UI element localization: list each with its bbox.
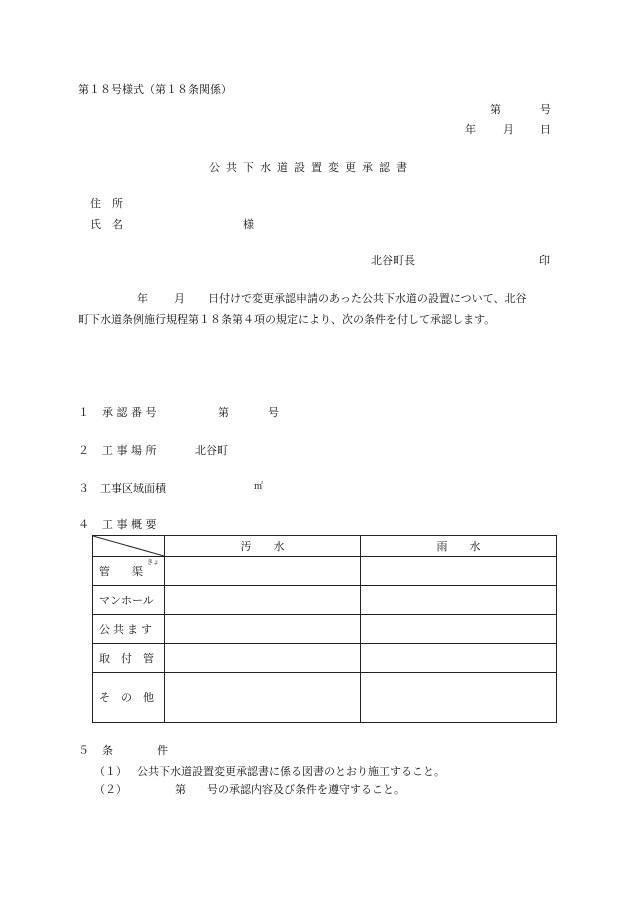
- number-prefix: 第: [490, 103, 501, 116]
- row-label-connection-pipe: 取 付 管: [93, 644, 165, 673]
- row-label-other: そ の 他: [93, 673, 165, 723]
- cell-rain[interactable]: [361, 586, 557, 615]
- date-month: 月: [503, 123, 514, 136]
- table-header-row: [93, 536, 557, 557]
- item2-value: 北谷町: [195, 444, 228, 457]
- item2-label: 工 事 場 所: [102, 444, 157, 457]
- body-month: 月: [174, 292, 185, 305]
- conditions-number: ５: [78, 744, 89, 757]
- item1-label: 承 認 番 号: [102, 406, 157, 419]
- date-year: 年: [465, 123, 476, 136]
- item4-number: ４: [78, 518, 89, 531]
- work-outline-table: [92, 535, 557, 723]
- condition2-prefix: 第: [175, 783, 186, 796]
- condition1-text: 公共下水道設置変更承認書に係る図書のとおり施工すること。: [137, 765, 445, 778]
- issuer-title: 北谷町長: [371, 254, 415, 267]
- number-suffix: 号: [540, 103, 551, 116]
- column-header-sewage: 汚 水: [165, 536, 361, 557]
- body-year: 年: [137, 292, 148, 305]
- address-label: 住 所: [90, 197, 123, 210]
- table-row: [93, 557, 557, 586]
- item1-suffix: 号: [268, 406, 279, 419]
- row-label-public-basin: 公共ます: [93, 615, 165, 644]
- cell-rain[interactable]: [361, 557, 557, 586]
- condition2-text: 号の承認内容及び条件を遵守すること。: [207, 783, 405, 796]
- condition2-number: （２）: [94, 783, 127, 796]
- row-label-text: 管 渠: [99, 564, 143, 578]
- cell-rain[interactable]: [361, 673, 557, 723]
- document-title: 公共下水道設置変更承認書: [209, 161, 413, 174]
- table-row: [93, 615, 557, 644]
- condition1-number: （１）: [94, 765, 127, 778]
- table-row: [93, 673, 557, 723]
- item3-unit: ㎡: [254, 482, 264, 492]
- cell-sewage[interactable]: [165, 615, 361, 644]
- cell-sewage[interactable]: [165, 586, 361, 615]
- name-label: 氏 名: [90, 218, 123, 231]
- item3-label: 工事区域面積: [100, 482, 166, 495]
- item1-number: １: [78, 406, 89, 419]
- cell-sewage[interactable]: [165, 557, 361, 586]
- cell-sewage[interactable]: [165, 644, 361, 673]
- table-row: [93, 586, 557, 615]
- row-label-pipe: [93, 557, 165, 586]
- row-label-manhole: マンホール: [93, 586, 165, 615]
- cell-rain[interactable]: [361, 644, 557, 673]
- item3-number: ３: [78, 482, 89, 495]
- column-header-rain: 雨 水: [361, 536, 557, 557]
- diagonal-header-cell: [93, 536, 165, 557]
- conditions-label: 条 件: [102, 744, 168, 757]
- cell-sewage[interactable]: [165, 673, 361, 723]
- honorific: 様: [243, 218, 254, 231]
- date-day: 日: [540, 123, 551, 136]
- body-line-2: 町下水道条例施行規程第１８条第４項の規定により、次の条件を付して承認します。: [78, 313, 496, 326]
- item4-label: 工 事 概 要: [102, 518, 157, 531]
- body-line-1: 日付けで変更承認申請のあった公共下水道の設置について、北谷: [208, 292, 527, 305]
- item1-prefix: 第: [218, 406, 229, 419]
- item2-number: ２: [78, 444, 89, 457]
- seal-mark: 印: [539, 254, 550, 267]
- table-row: [93, 644, 557, 673]
- ruby-text: きょ: [147, 559, 160, 566]
- cell-rain[interactable]: [361, 615, 557, 644]
- diagonal-line: [93, 536, 164, 556]
- form-label: 第１８号様式（第１８条関係）: [78, 83, 232, 96]
